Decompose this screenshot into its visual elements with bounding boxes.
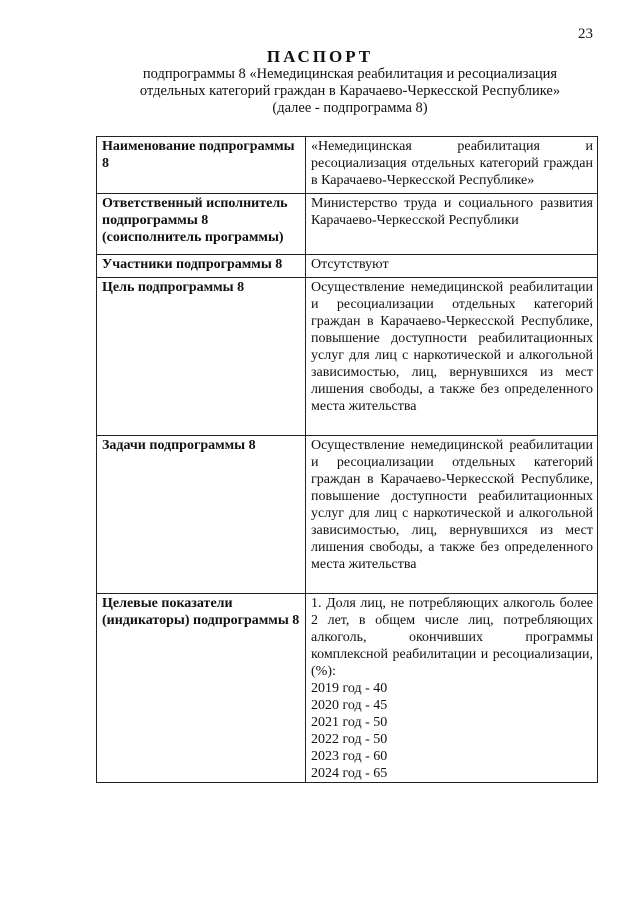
subtitle-line-1: подпрограммы 8 «Немедицинская реабилитация и ресоциализация (142, 66, 558, 82)
row-label-name: Наименование подпрограммы 8 (97, 137, 306, 194)
passport-table (96, 136, 598, 783)
indicator-year-2023: 2023 год - 60 (311, 749, 388, 764)
subtitle-line-3: (далее - подпрограмма 8) (272, 100, 428, 116)
row-value-participants: Отсутствуют (306, 255, 598, 278)
table-row-indicators (97, 594, 598, 783)
row-label-responsible: Ответственный исполнитель подпрограммы 8 (соисполнитель программы) (97, 194, 306, 255)
indicator-year-2019: 2019 год - 40 (311, 681, 388, 696)
table-row-participants (97, 255, 598, 278)
indicator-year-2021: 2021 год - 50 (311, 715, 388, 730)
subtitle-line-2: отдельных категорий граждан в Карачаево-Черкесской Республике» (139, 83, 561, 99)
row-value-tasks: Осуществление немедицинской реабилитации и ресоциализации отдельных категорий граждан в Карачаево-Черкесской Республике, повышение доступности реабилитационных услуг для лиц с наркотической и алкогольной зависимостью, лиц, вернувшихся из мест лишения свободы, а также без определенного места жительства (306, 436, 598, 594)
row-label-participants: Участники подпрограммы 8 (97, 255, 306, 278)
indicator-year-2024: 2024 год - 65 (311, 766, 388, 781)
table-row-tasks (97, 436, 598, 594)
row-value-goal: Осуществление немедицинской реабилитации и ресоциализации отдельных категорий граждан в Карачаево-Черкесской Республике, повышение доступности реабилитационных услуг для лиц с наркотической и алкогольной зависимостью, лиц, вернувшихся из мест лишения свободы, а также без определенного места жительства (306, 278, 598, 436)
document-title: ПАСПОРТ (266, 47, 374, 66)
indicator-intro: 1. Доля лиц, не потребляющих алкоголь более 2 лет, в общем числе лиц, потребляющих алкоголь, окончивших программы комплексной реабилитации и ресоциализации, (%): (311, 596, 593, 679)
row-label-indicators: Целевые показатели (индикаторы) подпрограммы 8 (97, 594, 306, 783)
table-row-name (97, 137, 598, 194)
table-row-goal (97, 278, 598, 436)
document-subtitle (90, 66, 610, 117)
row-value-responsible: Министерство труда и социального развития Карачаево-Черкесской Республики (306, 194, 598, 255)
page-number: 23 (578, 26, 593, 42)
indicator-year-2022: 2022 год - 50 (311, 732, 388, 747)
row-value-name: «Немедицинская реабилитация и ресоциализация отдельных категорий граждан в Карачаево-Черкесской Республике» (306, 137, 598, 194)
table-row-responsible (97, 194, 598, 255)
row-value-indicators (306, 594, 598, 783)
row-label-goal: Цель подпрограммы 8 (97, 278, 306, 436)
row-label-tasks: Задачи подпрограммы 8 (97, 436, 306, 594)
indicator-year-2020: 2020 год - 45 (311, 698, 388, 713)
